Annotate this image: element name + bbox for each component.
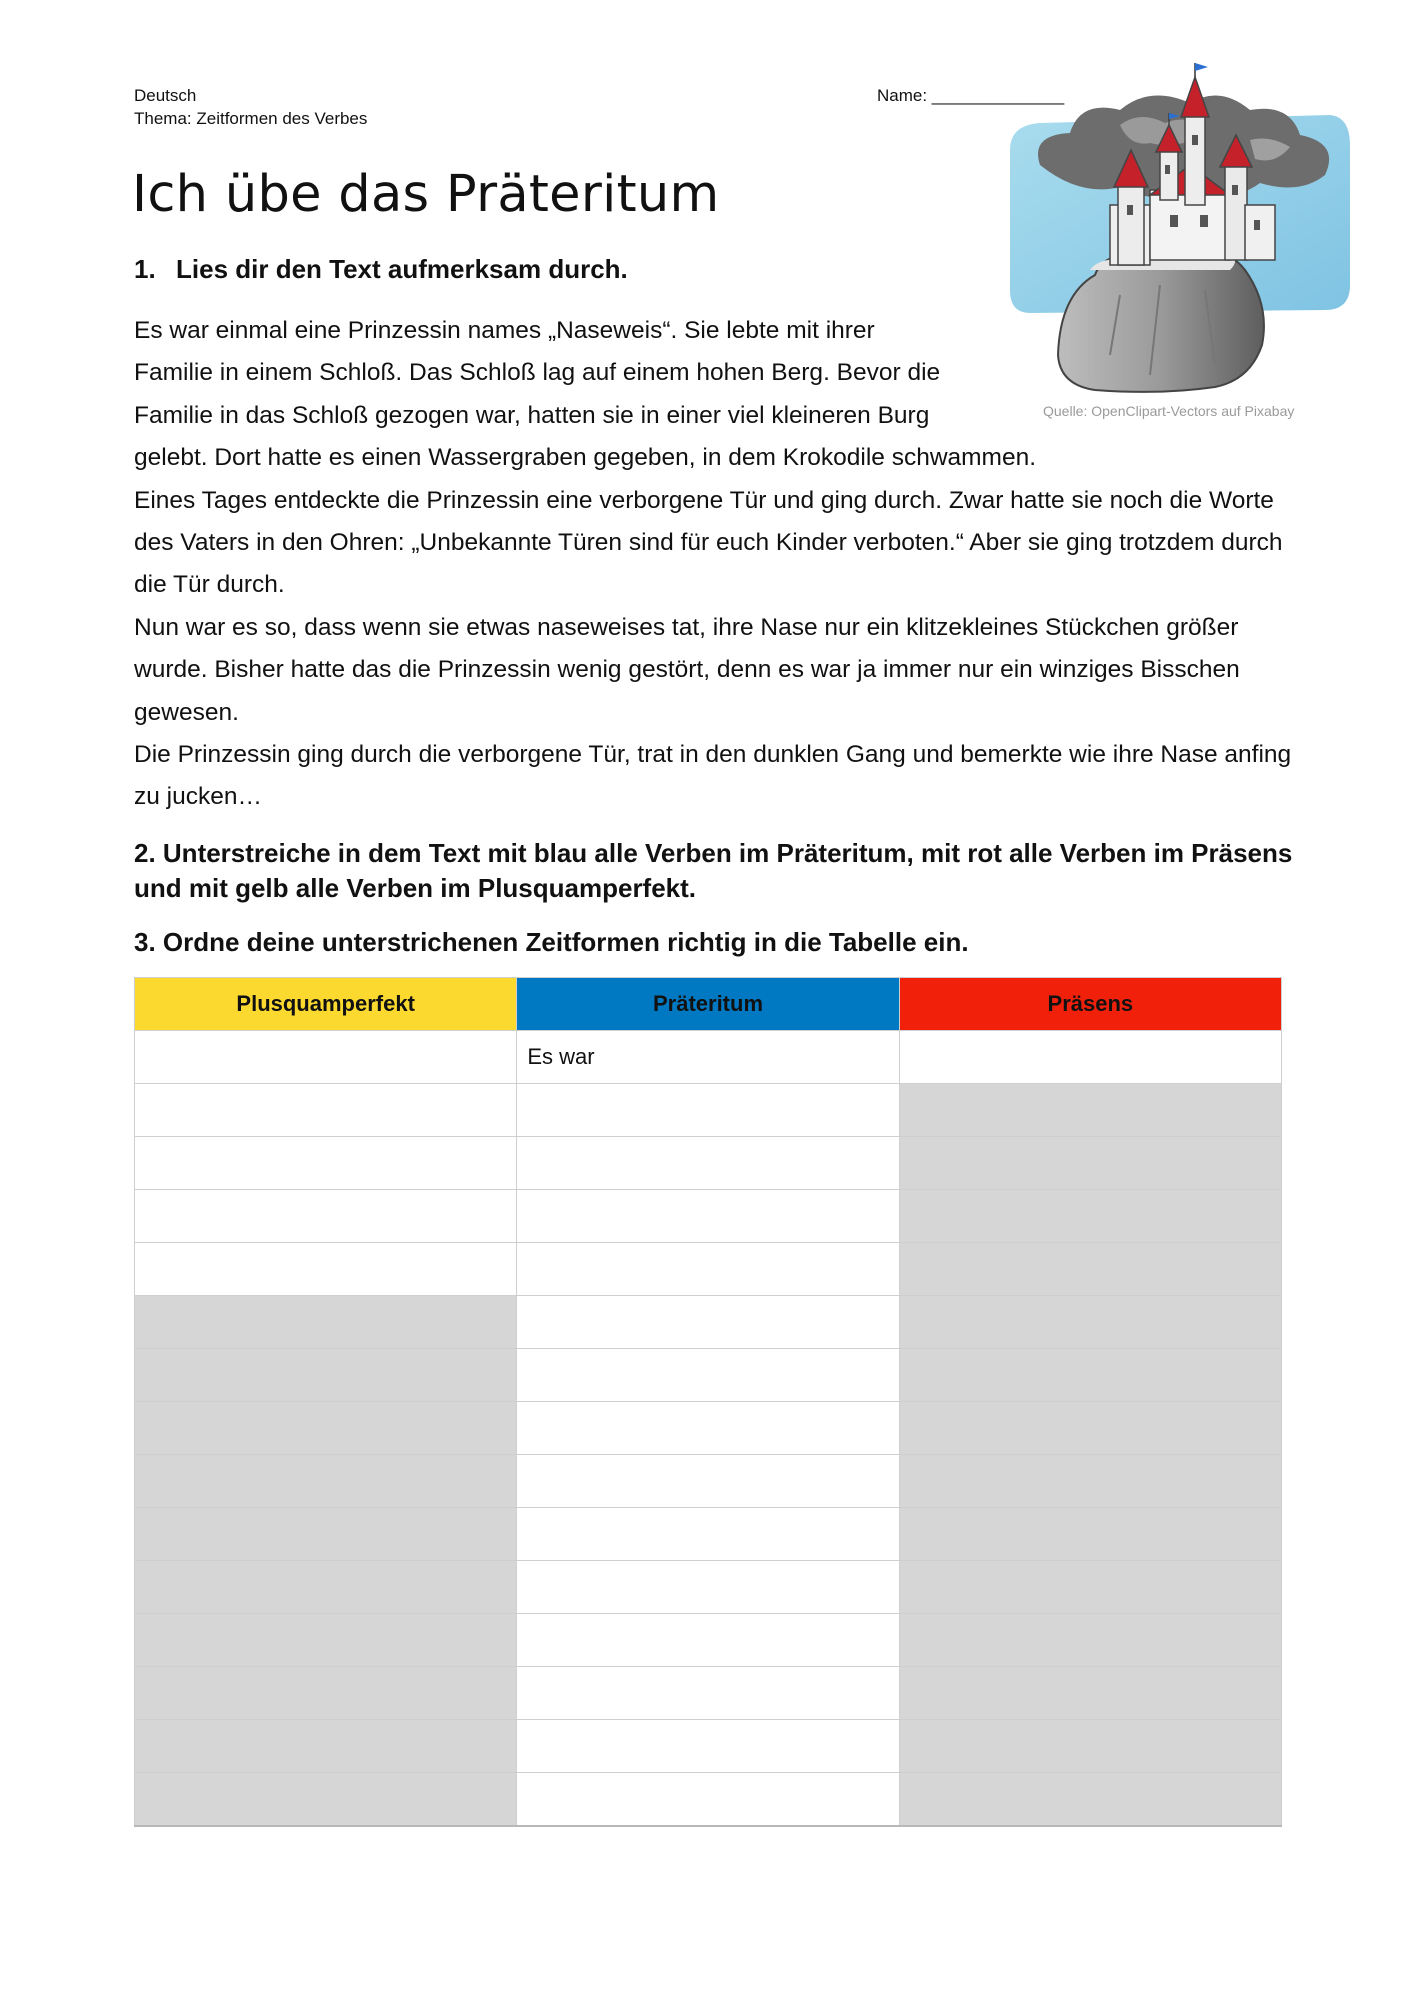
table-cell-praesens — [899, 1349, 1281, 1402]
table-row — [135, 1720, 1282, 1773]
table-row — [135, 1561, 1282, 1614]
table-cell-praesens — [899, 1614, 1281, 1667]
table-cell-plusquamperfekt — [135, 1296, 517, 1349]
table-cell-praeteritum[interactable] — [517, 1561, 899, 1614]
table-cell-praesens[interactable] — [899, 1031, 1281, 1084]
table-header-row — [135, 978, 1282, 1031]
table-cell-praeteritum[interactable] — [517, 1667, 899, 1720]
table-cell-plusquamperfekt[interactable] — [135, 1243, 517, 1296]
table-cell-plusquamperfekt — [135, 1508, 517, 1561]
table-row — [135, 1614, 1282, 1667]
table-row — [135, 1243, 1282, 1296]
task-1-number: 1. — [134, 254, 156, 284]
table-cell-praesens — [899, 1084, 1281, 1137]
table-cell-plusquamperfekt[interactable] — [135, 1190, 517, 1243]
story-paragraph-4: Die Prinzessin ging durch die verborgene Tür, trat in den dunklen Gang und bemerkte wie ihre Nase anfing zu jucken… — [134, 741, 1292, 811]
table-cell-praeteritum[interactable] — [517, 1720, 899, 1773]
column-header-praeteritum: Präteritum — [517, 978, 899, 1031]
table-row — [135, 1296, 1282, 1349]
table-cell-praeteritum[interactable] — [517, 1455, 899, 1508]
table-cell-praesens — [899, 1667, 1281, 1720]
table-cell-praeteritum[interactable] — [517, 1349, 899, 1402]
story-line: gelebt. Dort hatte es einen Wassergraben gegeben, in dem Krokodile schwammen. — [134, 444, 1037, 472]
table-cell-praesens — [899, 1243, 1281, 1296]
story-line: Familie in das Schloß gezogen war, hatten sie in einer viel kleineren Burg — [134, 401, 930, 429]
table-cell-praesens — [899, 1190, 1281, 1243]
table-row — [135, 1667, 1282, 1720]
story-line: Familie in einem Schloß. Das Schloß lag auf einem hohen Berg. Bevor die — [134, 359, 941, 387]
story-paragraph-2: Eines Tages entdeckte die Prinzessin eine verborgene Tür und ging durch. Zwar hatte sie noch die Worte des Vaters in den Ohren: „Unbekannte Türen sind für euch Kinder verboten.“ Aber sie ging trotzdem durch die Tür durch. — [134, 486, 1283, 599]
table-cell-praeteritum[interactable] — [517, 1243, 899, 1296]
table-cell-praesens — [899, 1455, 1281, 1508]
task-2-heading: 2. Unterstreiche in dem Text mit blau alle Verben im Präteritum, mit rot alle Verben im Präsens und mit gelb alle Verben im Plusquamperfekt. — [134, 838, 1293, 903]
table-row — [135, 1190, 1282, 1243]
table-cell-plusquamperfekt[interactable] — [135, 1137, 517, 1190]
table-cell-praeteritum[interactable] — [517, 1137, 899, 1190]
table-body — [135, 1031, 1282, 1826]
topic-label: Thema: Zeitformen des Verbes — [134, 109, 368, 128]
table-cell-praesens — [899, 1508, 1281, 1561]
table-cell-praeteritum[interactable] — [517, 1084, 899, 1137]
table-cell-plusquamperfekt — [135, 1614, 517, 1667]
story-line: Es war einmal eine Prinzessin names „Naseweis“. Sie lebte mit ihrer — [134, 317, 875, 344]
task-1-heading — [134, 252, 628, 287]
page-title: Ich übe das Präteritum — [132, 165, 720, 224]
table-cell-praeteritum[interactable] — [517, 1296, 899, 1349]
table-row — [135, 1455, 1282, 1508]
table-row — [135, 1084, 1282, 1137]
table-cell-plusquamperfekt[interactable] — [135, 1084, 517, 1137]
task-3-heading: 3. Ordne deine unterstrichenen Zeitformen richtig in die Tabelle ein. — [134, 927, 969, 957]
column-header-plusquamperfekt: Plusquamperfekt — [135, 978, 517, 1031]
table-cell-plusquamperfekt — [135, 1773, 517, 1826]
table-row — [135, 1508, 1282, 1561]
story-paragraph-1 — [134, 310, 1294, 480]
table-cell-praeteritum[interactable] — [517, 1508, 899, 1561]
tense-sorting-table — [134, 977, 1282, 1827]
table-cell-praeteritum[interactable] — [517, 1614, 899, 1667]
table-cell-plusquamperfekt — [135, 1720, 517, 1773]
table-cell-plusquamperfekt — [135, 1667, 517, 1720]
table-row — [135, 1773, 1282, 1826]
table-cell-plusquamperfekt — [135, 1349, 517, 1402]
column-header-praesens: Präsens — [899, 978, 1281, 1031]
table-cell-praesens — [899, 1137, 1281, 1190]
table-cell-praeteritum[interactable] — [517, 1402, 899, 1455]
story-paragraph-3: Nun war es so, dass wenn sie etwas naseweises tat, ihre Nase nur ein klitzekleines Stückchen größer wurde. Bisher hatte das die Prinzessin wenig gestört, denn es war ja immer nur ein winziges Bisschen gewesen. — [134, 613, 1240, 726]
table-cell-plusquamperfekt — [135, 1455, 517, 1508]
table-cell-praesens — [899, 1402, 1281, 1455]
table-cell-plusquamperfekt — [135, 1561, 517, 1614]
subject-label: Deutsch — [134, 86, 197, 105]
table-row — [135, 1031, 1282, 1084]
table-row — [135, 1137, 1282, 1190]
table-cell-praeteritum[interactable] — [517, 1773, 899, 1826]
table-row — [135, 1349, 1282, 1402]
story-text — [134, 310, 1294, 819]
table-cell-praesens — [899, 1773, 1281, 1826]
table-cell-praeteritum[interactable] — [517, 1190, 899, 1243]
table-row — [135, 1402, 1282, 1455]
table-cell-praesens — [899, 1296, 1281, 1349]
table-cell-plusquamperfekt[interactable] — [135, 1031, 517, 1084]
table-cell-plusquamperfekt — [135, 1402, 517, 1455]
name-field-label: Name: ______________ — [877, 86, 1065, 105]
table-cell-praesens — [899, 1561, 1281, 1614]
table-cell-praesens — [899, 1720, 1281, 1773]
table-cell-praeteritum[interactable]: Es war — [517, 1031, 899, 1084]
image-credit: Quelle: OpenClipart-Vectors auf Pixabay — [1043, 403, 1295, 419]
task-1-text: Lies dir den Text aufmerksam durch. — [176, 254, 628, 284]
